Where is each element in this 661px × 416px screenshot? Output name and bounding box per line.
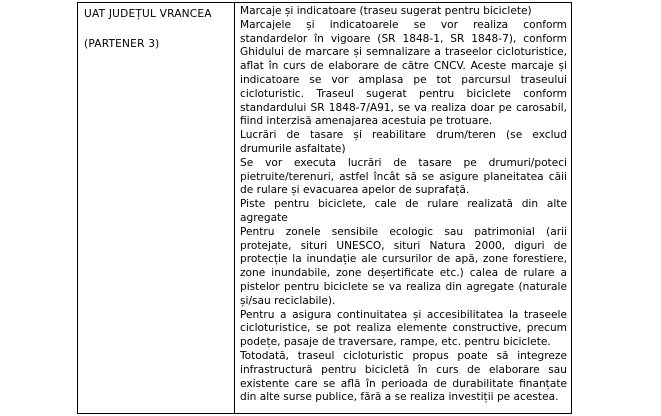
- paragraph-sensitive-zones: Pentru zonele sensibile ecologic sau patrimonial (arii protejate, situri UNESCO, situri Natura 2000, diguri de protecție la inundație ale cursurilor de apă, zone forestiere, zone inundabile, zone deșertificate etc.) calea de rulare a pistelor pentru biciclete se va realiza din agregate (naturale și/sau reciclabile).: [240, 225, 567, 307]
- partner-activities-table: [77, 2, 572, 414]
- spacer: [84, 22, 229, 37]
- paragraph-compaction-body: Se vor executa lucrări de tasare pe drumuri/poteci pietruite/terenuri, astfel încât să se asigure planeitatea căii de rulare și evacuarea apelor de suprafață.: [240, 156, 567, 197]
- paragraph-continuity: Pentru a asigura continuitatea și accesibilitatea la traseele cicloturistice, se pot realiza elemente constructive, precum podețe, pasaje de traversare, rampe, etc. pentru biciclete.: [240, 308, 567, 349]
- paragraph-compaction-heading: Lucrări de tasare și reabilitare drum/teren (se exclud drumurile asfaltate): [240, 129, 567, 155]
- table-row: [78, 3, 572, 414]
- partner-cell: [78, 3, 235, 414]
- paragraph-bike-lanes-heading: Piste pentru biciclete, cale de rulare realizată din alte agregate: [240, 198, 567, 224]
- paragraph-markings-heading: Marcaje și indicatoare (traseu sugerat pentru biciclete): [240, 5, 532, 17]
- paragraph-markings-body: Marcajele și indicatoarele se vor realiza conform standardelor în vigoare (SR 1848-1, SR 1848-7), conform Ghidului de marcare și semnalizare a traseelor cicloturistice, aflat în curs de elaborare de către CNCV. Aceste marcaje și indicatoare se vor amplasa pe tot parcursul traseului cicloturistic. Traseul sugerat pentru biciclete conform standardului SR 1848-7/A91, se va realiza doar pe carosabil, fiind interzisă amenajarea acestuia pe trotuare.: [240, 18, 567, 128]
- partner-role: (PARTENER 3): [84, 38, 160, 50]
- description-cell: [235, 3, 572, 414]
- paragraph-integration: Totodată, traseul cicloturistic propus poate să integreze infrastructură pentru bicicletă în curs de elaborare sau existente care se află în perioada de durabilitate finanțate din alte surse publice, fără a se realiza investiții pe acestea.: [240, 349, 567, 404]
- partner-name: UAT JUDEȚUL VRANCEA: [84, 8, 212, 20]
